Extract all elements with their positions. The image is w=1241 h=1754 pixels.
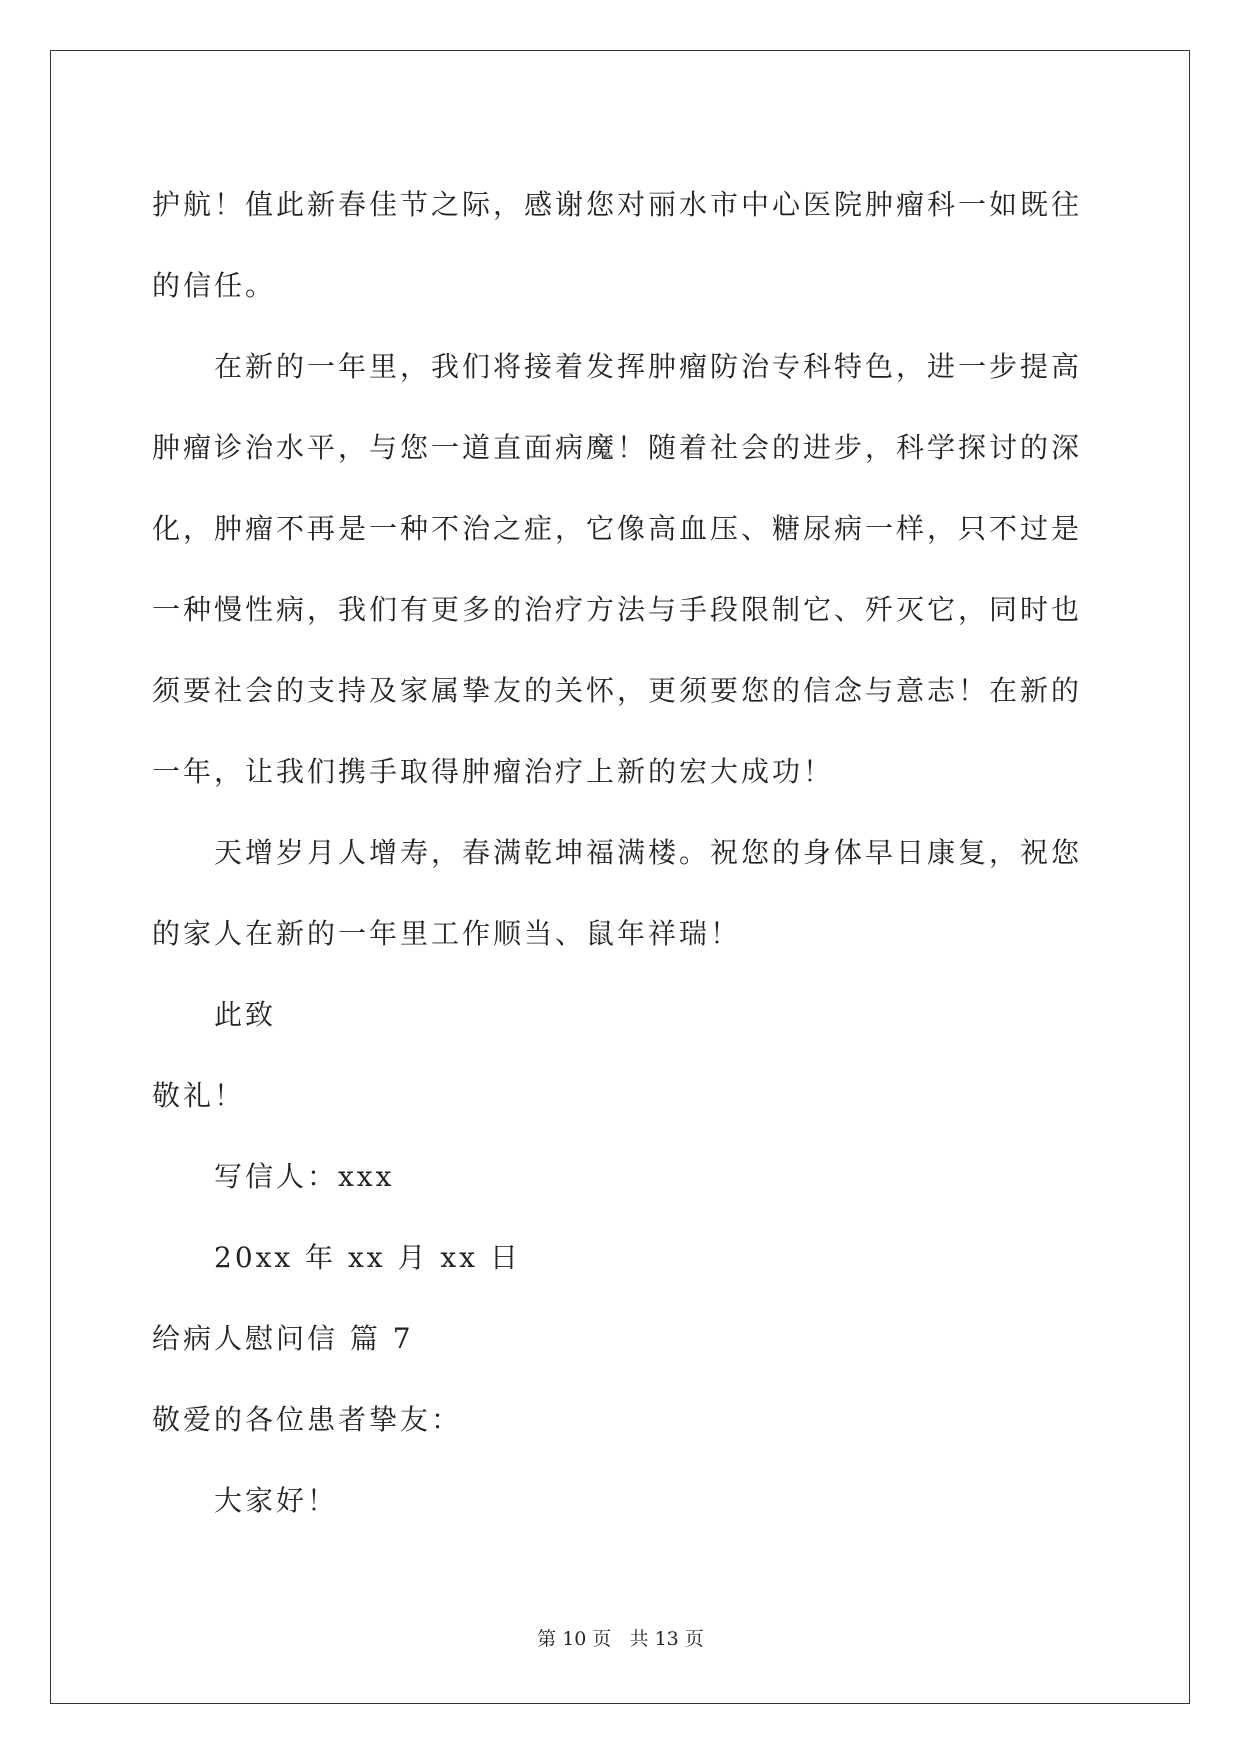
- greeting-addressee: 敬爱的各位患者挚友：: [152, 1403, 463, 1436]
- text-line: 须要社会的支持及家属挚友的关怀，更须要您的信念与意志！在新的: [152, 674, 1083, 707]
- text-line: 护航！值此新春佳节之际，感谢您对丽水市中心医院肿瘤科一如既往: [152, 188, 1083, 221]
- page-number: 第 10 页 共 13 页: [537, 1628, 704, 1650]
- text-line: 在新的一年里，我们将接着发挥肿瘤防治专科特色，进一步提高: [214, 350, 1083, 383]
- text-line: 一种慢性病，我们有更多的治疗方法与手段限制它、歼灭它，同时也: [152, 593, 1083, 626]
- signature-line: 写信人：xxx: [214, 1160, 395, 1193]
- date-line: 20xx 年 xx 月 xx 日: [214, 1241, 521, 1274]
- text-line: 的信任。: [152, 269, 277, 302]
- text-line: 肿瘤诊治水平，与您一道直面病魔！随着社会的进步，科学探讨的深: [152, 431, 1083, 464]
- page-footer: [0, 1627, 1241, 1651]
- text-line: 一年，让我们携手取得肿瘤治疗上新的宏大成功！: [152, 755, 835, 788]
- closing-salutation: 此致: [214, 998, 277, 1031]
- text-line: 的家人在新的一年里工作顺当、鼠年祥瑞！: [152, 917, 742, 950]
- closing-respect: 敬礼！: [152, 1079, 246, 1112]
- greeting-line: 大家好！: [214, 1484, 339, 1517]
- text-line: 化，肿瘤不再是一种不治之症，它像高血压、糖尿病一样，只不过是: [152, 512, 1083, 545]
- text-line: 天增岁月人增寿，春满乾坤福满楼。祝您的身体早日康复，祝您: [214, 836, 1083, 869]
- section-heading: 给病人慰问信 篇 7: [152, 1322, 414, 1355]
- letter-body: [152, 164, 1092, 1541]
